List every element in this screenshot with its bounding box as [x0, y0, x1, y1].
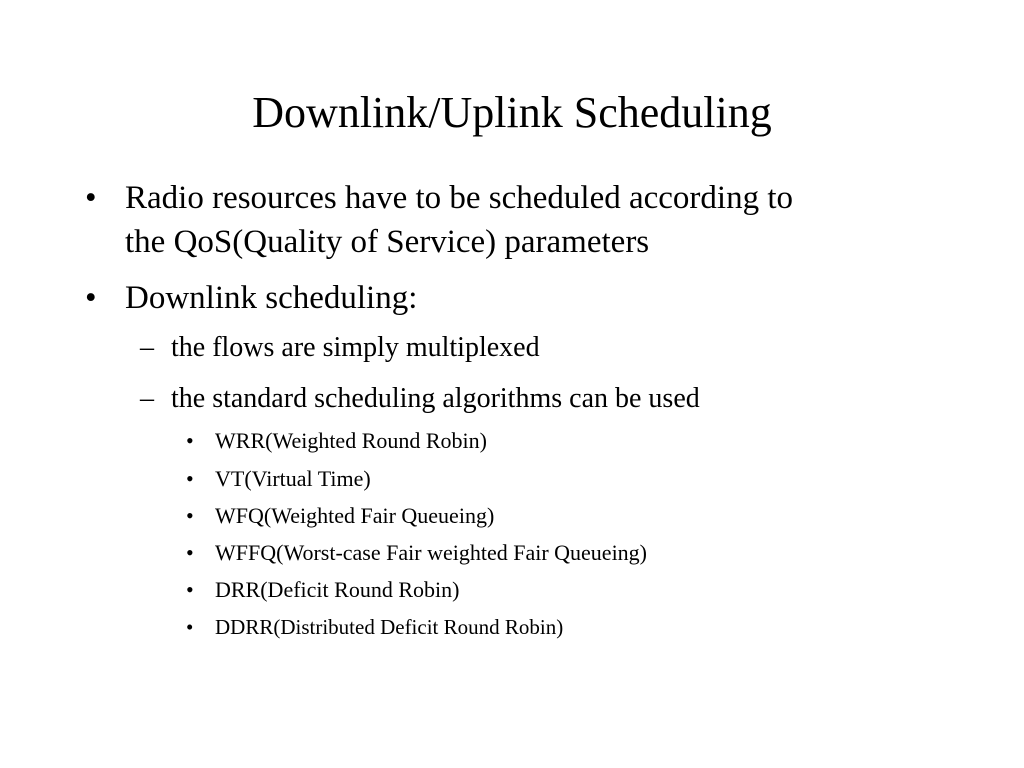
dash-marker: – [140, 383, 154, 414]
bullet-marker: • [186, 503, 194, 528]
bullet-text-line-1: Radio resources have to be scheduled according to [125, 180, 794, 216]
bullet-marker: • [186, 577, 194, 602]
algorithm-text: WFQ(Weighted Fair Queueing) [215, 503, 495, 528]
bullet-marker: • [186, 466, 194, 491]
bullet-marker: • [186, 615, 194, 639]
algorithm-text: WFFQ(Worst-case Fair weighted Fair Queueing) [215, 540, 648, 565]
slide-title: Downlink/Uplink Scheduling [252, 88, 772, 137]
sub-bullet-text: the standard scheduling algorithms can be used [171, 383, 700, 414]
algorithm-text: DDRR(Distributed Deficit Round Robin) [215, 615, 564, 639]
bullet-marker: • [186, 540, 194, 565]
algorithm-text: DRR(Deficit Round Robin) [215, 577, 460, 602]
bullet-marker: • [85, 280, 97, 316]
bullet-text: Downlink scheduling: [125, 280, 418, 316]
dash-marker: – [140, 332, 154, 363]
sub-bullet-text: the flows are simply multiplexed [171, 332, 540, 363]
bullet-text-line-2: the QoS(Quality of Service) parameters [125, 224, 650, 260]
bullet-marker: • [186, 428, 194, 453]
algorithm-text: VT(Virtual Time) [215, 466, 371, 491]
bullet-marker: • [85, 180, 97, 216]
algorithm-text: WRR(Weighted Round Robin) [215, 428, 487, 453]
